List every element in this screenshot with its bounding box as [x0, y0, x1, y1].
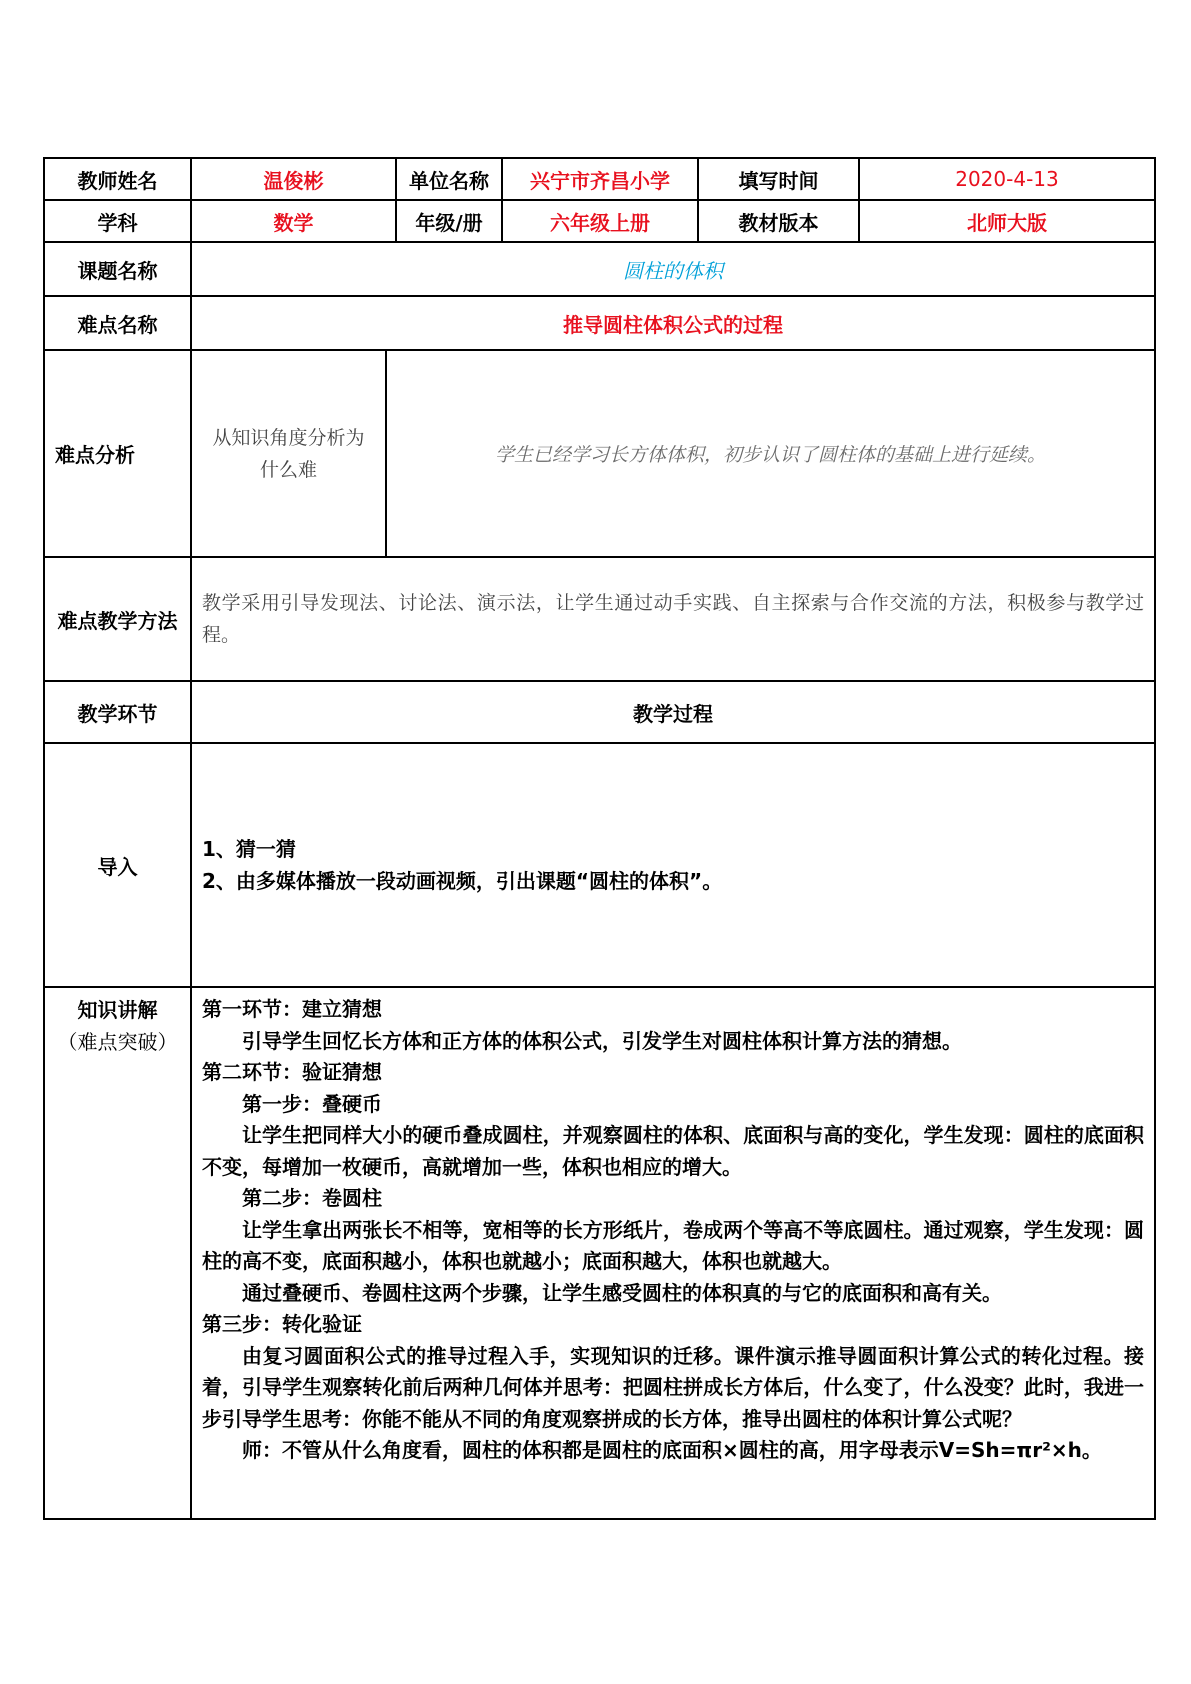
knowledge-row: [44, 987, 1155, 1519]
teacher-value: 温俊彬: [191, 158, 396, 200]
subject-value: 数学: [191, 200, 396, 242]
edition-value: 北师大版: [859, 200, 1155, 242]
intro-line: 1、猜一猜: [202, 837, 296, 861]
section-heading: 第一环节：建立猜想: [202, 997, 382, 1021]
lesson-plan-sheet: [43, 157, 1154, 1520]
topic-row: [44, 242, 1155, 296]
intro-label: 导入: [44, 743, 191, 987]
analysis-row: [44, 350, 1155, 557]
unit-label: 单位名称: [396, 158, 502, 200]
paragraph: 引导学生回忆长方体和正方体的体积公式，引发学生对圆柱体积计算方法的猜想。: [242, 1028, 962, 1053]
intro-line: 2、由多媒体播放一段动画视频，引出课题“圆柱的体积”。: [202, 869, 723, 893]
intro-content: [191, 743, 1155, 987]
knowledge-label-line: 知识讲解: [77, 998, 158, 1022]
analysis-sub-label: 从知识角度分析为什么难: [191, 350, 386, 557]
topic-label: 课题名称: [44, 242, 191, 296]
section-heading: 第二环节：验证猜想: [202, 1060, 382, 1084]
process-header-value: 教学过程: [191, 681, 1155, 743]
step-heading: 第三步：转化验证: [202, 1312, 362, 1336]
analysis-label: 难点分析: [44, 350, 191, 557]
step-heading: 第一步：叠硬币: [242, 1091, 382, 1116]
grade-value: 六年级上册: [502, 200, 698, 242]
unit-value: 兴宁市齐昌小学: [502, 158, 698, 200]
knowledge-label-line: （难点突破）: [57, 1030, 178, 1054]
analysis-value: 学生已经学习长方体体积，初步认识了圆柱体的基础上进行延续。: [386, 350, 1155, 557]
knowledge-content: [191, 987, 1155, 1519]
process-header-row: [44, 681, 1155, 743]
grade-label: 年级/册: [396, 200, 502, 242]
difficulty-value: 推导圆柱体积公式的过程: [191, 296, 1155, 350]
paragraph: 让学生把同样大小的硬币叠成圆柱，并观察圆柱的体积、底面积与高的变化，学生发现：圆柱的底面积不变，每增加一枚硬币，高就增加一些，体积也相应的增大。: [202, 1123, 1144, 1179]
paragraph: 让学生拿出两张长不相等，宽相等的长方形纸片，卷成两个等高不等底圆柱。通过观察，学生发现：圆柱的高不变，底面积越小，体积也就越小；底面积越大，体积也就越大。: [202, 1217, 1144, 1273]
knowledge-label: [44, 987, 191, 1519]
date-value: 2020-4-13: [859, 158, 1155, 200]
intro-row: [44, 743, 1155, 987]
paragraph: 由复习圆面积公式的推导过程入手，实现知识的迁移。课件演示推导圆面积计算公式的转化过程。接着，引导学生观察转化前后两种几何体并思考：把圆柱拼成长方体后，什么变了，什么没变？此时，我进一步引导学生思考：你能不能从不同的角度观察拼成的长方体，推导出圆柱的体积计算公式呢？: [202, 1343, 1144, 1431]
subject-label: 学科: [44, 200, 191, 242]
method-label: 难点教学方法: [44, 557, 191, 681]
header-row-2: [44, 200, 1155, 242]
paragraph: 师：不管从什么角度看，圆柱的体积都是圆柱的底面积×圆柱的高，用字母表示V=Sh=πr²×h。: [242, 1438, 1102, 1462]
topic-value: 圆柱的体积: [191, 242, 1155, 296]
edition-label: 教材版本: [698, 200, 859, 242]
method-row: [44, 557, 1155, 681]
difficulty-row: [44, 296, 1155, 350]
lesson-plan-table: [43, 157, 1156, 1520]
step-heading: 第二步：卷圆柱: [242, 1186, 382, 1210]
process-header-label: 教学环节: [44, 681, 191, 743]
paragraph: 通过叠硬币、卷圆柱这两个步骤，让学生感受圆柱的体积真的与它的底面积和高有关。: [242, 1280, 1002, 1305]
header-row-1: [44, 158, 1155, 200]
difficulty-label: 难点名称: [44, 296, 191, 350]
method-value: 教学采用引导发现法、讨论法、演示法，让学生通过动手实践、自主探索与合作交流的方法，积极参与教学过程。: [191, 557, 1155, 681]
date-label: 填写时间: [698, 158, 859, 200]
teacher-label: 教师姓名: [44, 158, 191, 200]
